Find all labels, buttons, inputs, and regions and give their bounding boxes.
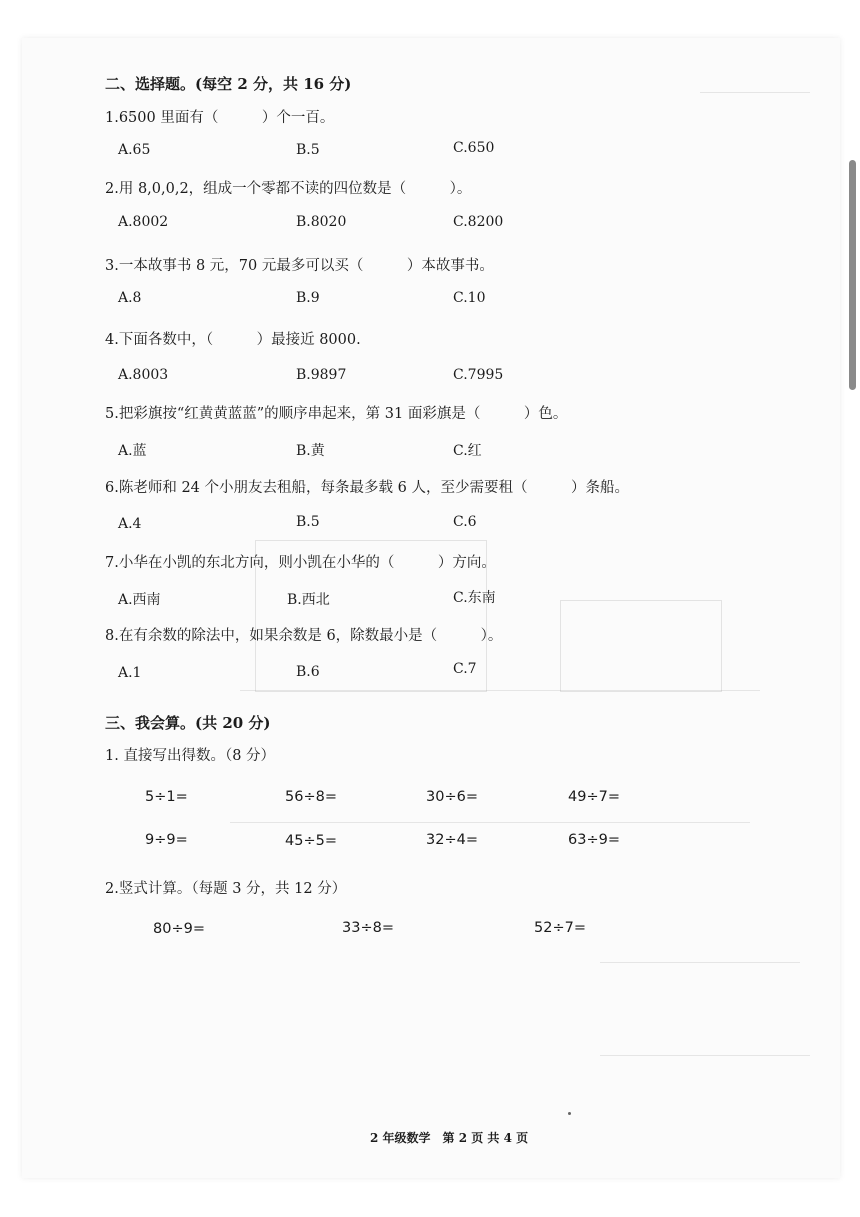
mental-calc-item: 30÷6=	[426, 789, 478, 805]
option-3a: A.8	[118, 290, 142, 306]
option-6c: C.6	[453, 514, 477, 530]
mental-calc-item: 49÷7=	[568, 789, 620, 805]
section-title-choice: 二、选择题。(每空 2 分，共 16 分)	[105, 75, 352, 93]
scan-speck	[568, 1112, 571, 1115]
option-7a: A.西南	[118, 592, 161, 608]
option-1c: C.650	[453, 140, 495, 156]
option-8c: C.7	[453, 661, 477, 677]
question-2: 2.用 8,0,0,2，组成一个零都不读的四位数是（ ）。	[105, 181, 472, 197]
mental-calc-item: 56÷8=	[285, 789, 337, 805]
question-1: 1.6500 里面有（ ）个一百。	[105, 110, 335, 126]
option-6a: A.4	[118, 516, 142, 532]
option-4c: C.7995	[453, 367, 504, 383]
option-2c: C.8200	[453, 214, 504, 230]
vertical-calc-item: 80÷9=	[153, 921, 205, 937]
option-5a: A.蓝	[118, 443, 147, 459]
mental-calc-item: 5÷1=	[145, 789, 188, 805]
option-3b: B.9	[296, 290, 320, 306]
calc-part1-title: 1. 直接写出得数。（8 分）	[105, 748, 276, 764]
option-1a: A.65	[118, 142, 151, 158]
option-2b: B.8020	[296, 214, 347, 230]
bleed-through-line	[240, 690, 760, 691]
option-4b: B.9897	[296, 367, 347, 383]
mental-calc-item: 63÷9=	[568, 832, 620, 848]
option-5c: C.红	[453, 443, 482, 459]
vertical-calc-item: 52÷7=	[534, 920, 586, 936]
question-6: 6.陈老师和 24 个小朋友去租船，每条最多载 6 人，至少需要租（ ）条船。	[105, 480, 629, 496]
question-5: 5.把彩旗按“红黄黄蓝蓝”的顺序串起来，第 31 面彩旗是（ ）色。	[105, 406, 568, 422]
bleed-through-line	[600, 962, 800, 963]
option-2a: A.8002	[118, 214, 169, 230]
vertical-scrollbar[interactable]	[849, 160, 856, 390]
option-1b: B.5	[296, 142, 320, 158]
option-7c: C.东南	[453, 590, 496, 606]
option-5b: B.黄	[296, 443, 325, 459]
calc-part2-title: 2.竖式计算。（每题 3 分，共 12 分）	[105, 881, 347, 897]
bleed-through-line	[600, 1055, 810, 1056]
bleed-through-line	[700, 92, 810, 93]
mental-calc-item: 45÷5=	[285, 833, 337, 849]
section-title-calc: 三、我会算。(共 20 分)	[105, 714, 271, 732]
vertical-calc-item: 33÷8=	[342, 920, 394, 936]
option-8b: B.6	[296, 664, 320, 680]
option-6b: B.5	[296, 514, 320, 530]
page-footer: 2 年级数学 第 2 页 共 4 页	[370, 1131, 529, 1145]
mental-calc-item: 32÷4=	[426, 832, 478, 848]
mental-calc-item: 9÷9=	[145, 832, 188, 848]
question-3: 3.一本故事书 8 元，70 元最多可以买（ ）本故事书。	[105, 258, 494, 274]
question-4: 4.下面各数中，（ ）最接近 8000.	[105, 332, 361, 348]
option-4a: A.8003	[118, 367, 169, 383]
question-8: 8.在有余数的除法中，如果余数是 6，除数最小是（ ）。	[105, 628, 503, 644]
option-3c: C.10	[453, 290, 486, 306]
question-7: 7.小华在小凯的东北方向，则小凯在小华的（ ）方向。	[105, 555, 496, 571]
option-8a: A.1	[118, 665, 142, 681]
bleed-through-box	[560, 600, 722, 692]
bleed-through-line	[230, 822, 750, 823]
option-7b: B.西北	[287, 592, 330, 608]
